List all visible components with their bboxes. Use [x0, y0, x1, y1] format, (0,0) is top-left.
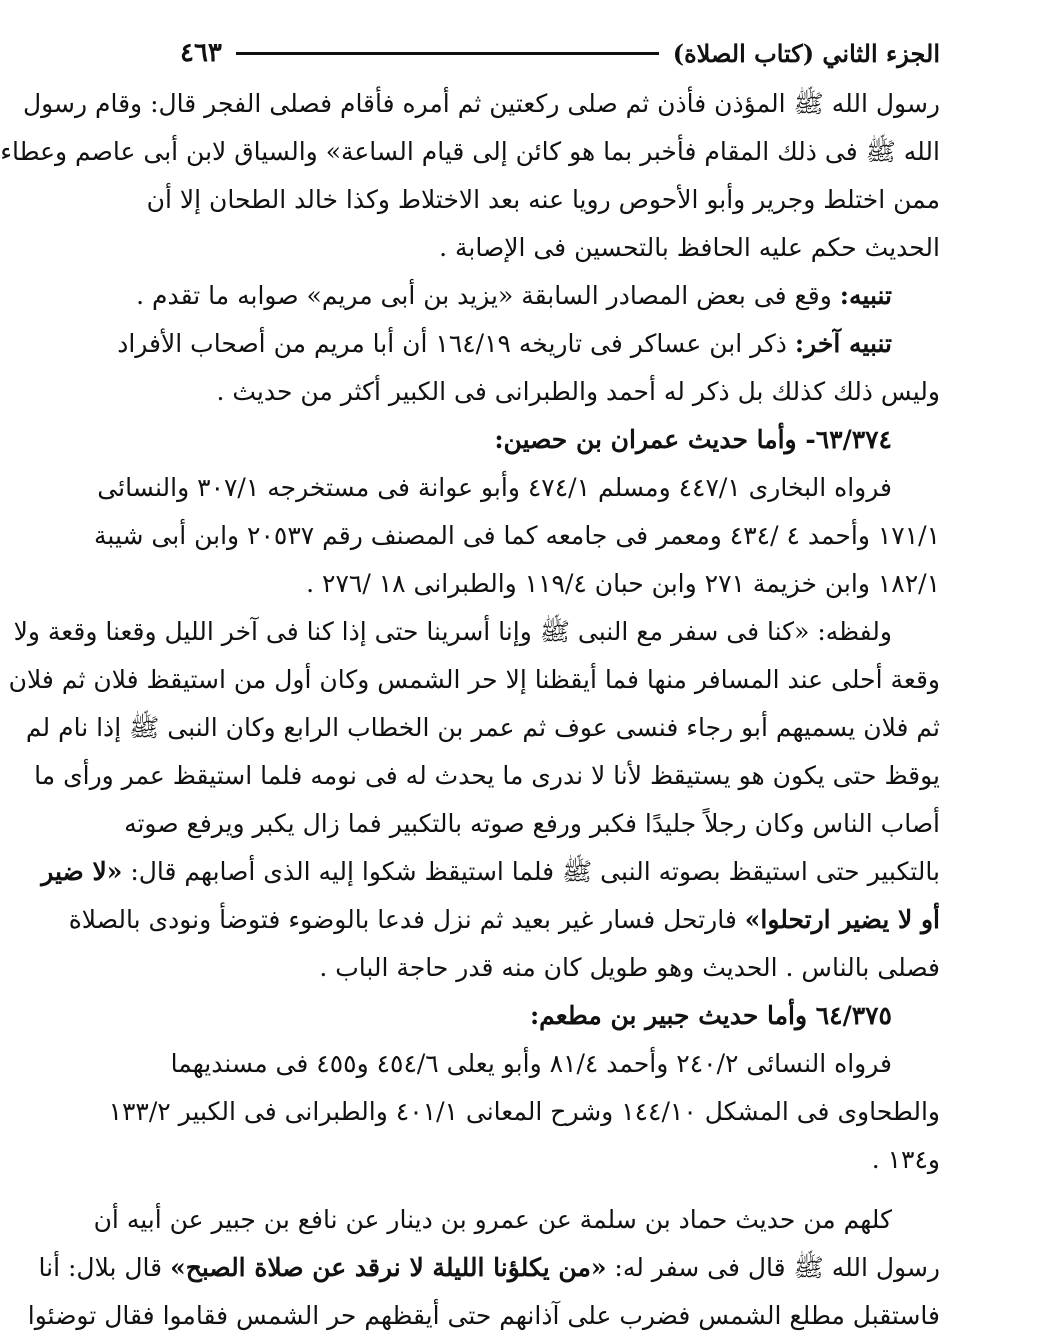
- text-line: يوقظ حتى يكون هو يستيقظ لأنا لا ندرى ما يحدث له فى نومه فلما استيقظ عمر ورأى ما: [34, 761, 940, 790]
- text-line: ثم فلان يسميهم أبو رجاء فنسى عوف ثم عمر بن الخطاب الرابع وكان النبى ﷺ إذا نام لم: [25, 713, 940, 742]
- text-line: ١٨٢/١ وابن خزيمة ٢٧١ وابن حبان ١١٩/٤ والطبرانى ١٨ /٢٧٦ .: [306, 569, 940, 598]
- text-line: [68, 896, 940, 944]
- text-line: والطحاوى فى المشكل ١٤٤/١٠ وشرح المعانى ٤٠١/١ والطبرانى فى الكبير ١٣٣/٢: [108, 1097, 940, 1126]
- note-label: تنبيه:: [839, 281, 892, 310]
- note-line: [136, 272, 940, 320]
- text-line: وقعة أحلى عند المسافر منها فما أيقظنا إلا حر الشمس وكان أول من استيقظ فلان ثم فلان: [8, 665, 940, 694]
- quoted-speech: «من يكلؤنا الليلة لا نرقد عن صلاة الصبح»: [170, 1253, 607, 1282]
- header-rule: [236, 52, 659, 55]
- text-line: الحديث حكم عليه الحافظ بالتحسين فى الإصابة .: [439, 233, 940, 262]
- text-line: ١٧١/١ وأحمد ٤ /٤٣٤ ومعمر فى جامعه كما فى المصنف رقم ٢٠٥٣٧ وابن أبى شيبة: [94, 521, 940, 550]
- quoted-speech: أو لا يضير ارتحلوا»: [744, 905, 940, 934]
- text-line: [41, 848, 940, 896]
- text-line: فاستقبل مطلع الشمس فضرب على آذانهم حتى أيقظهم حر الشمس فقاموا فقال توضئوا: [27, 1301, 940, 1330]
- page-body: [0, 80, 940, 1340]
- page: [0, 30, 940, 1340]
- text-line: كلهم من حديث حماد بن سلمة عن عمرو بن دينار عن نافع بن جبير عن أبيه أن: [93, 1205, 892, 1234]
- text-segment: رسول الله ﷺ قال فى سفر له:: [614, 1253, 940, 1282]
- text-line: [38, 1244, 940, 1292]
- quoted-speech: «لا ضير: [41, 857, 123, 886]
- note-label: تنبيه آخر:: [794, 329, 892, 358]
- text-line: ممن اختلط وجرير وأبو الأحوص رويا عنه بعد الاختلاط وكذا خالد الطحان إلا أن: [146, 185, 940, 214]
- text-line: رسول الله ﷺ المؤذن فأذن ثم صلى ركعتين ثم أمره فأقام فصلى الفجر قال: وقام رسول: [22, 89, 940, 118]
- text-line: أصاب الناس وكان رجلاً جليدًا فكبر ورفع صوته بالتكبير فما زال يكبر ويرفع صوته: [124, 809, 940, 838]
- paragraph-gap: [180, 1184, 940, 1196]
- page-number: ٤٦٣: [180, 38, 222, 68]
- section-heading: ٦٣/٣٧٤- وأما حديث عمران بن حصين:: [494, 425, 892, 454]
- running-header: [180, 30, 940, 76]
- text-line: وليس ذلك كذلك بل ذكر له أحمد والطبرانى فى الكبير أكثر من حديث .: [216, 377, 940, 406]
- text-segment: بالتكبير حتى استيقظ بصوته النبى ﷺ فلما استيقظ شكوا إليه الذى أصابهم قال:: [130, 857, 940, 886]
- text-segment: فارتحل فسار غير بعيد ثم نزل فدعا بالوضوء فتوضأ ونودى بالصلاة: [68, 905, 737, 934]
- note-line: [117, 320, 940, 368]
- text-line: فرواه البخارى ٤٤٧/١ ومسلم ٤٧٤/١ وأبو عوانة فى مستخرجه ٣٠٧/١ والنسائى: [97, 473, 892, 502]
- text-segment: قال بلال: أنا: [38, 1253, 163, 1282]
- running-title: الجزء الثاني (كتاب الصلاة): [672, 38, 940, 68]
- text-line: و١٣٤ .: [871, 1145, 940, 1174]
- note-text: وقع فى بعض المصادر السابقة «يزيد بن أبى مريم» صوابه ما تقدم .: [136, 281, 832, 310]
- text-line: الله ﷺ فى ذلك المقام فأخبر بما هو كائن إلى قيام الساعة» والسياق لابن أبى عاصم وعطاء: [0, 137, 940, 166]
- text-line: ولفظه: «كنا فى سفر مع النبى ﷺ وإنا أسرينا حتى إذا كنا فى آخر الليل وقعنا وقعة ولا: [13, 617, 892, 646]
- text-line: فصلى بالناس . الحديث وهو طويل كان منه قدر حاجة الباب .: [319, 953, 940, 982]
- section-heading: ٦٤/٣٧٥ وأما حديث جبير بن مطعم:: [529, 1001, 892, 1030]
- note-text: ذكر ابن عساكر فى تاريخه ١٦٤/١٩ أن أبا مريم من أصحاب الأفراد: [117, 329, 787, 358]
- text-line: فرواه النسائى ٢٤٠/٢ وأحمد ٨١/٤ وأبو يعلى ٤٥٤/٦ و٤٥٥ فى مسنديهما: [170, 1049, 892, 1078]
